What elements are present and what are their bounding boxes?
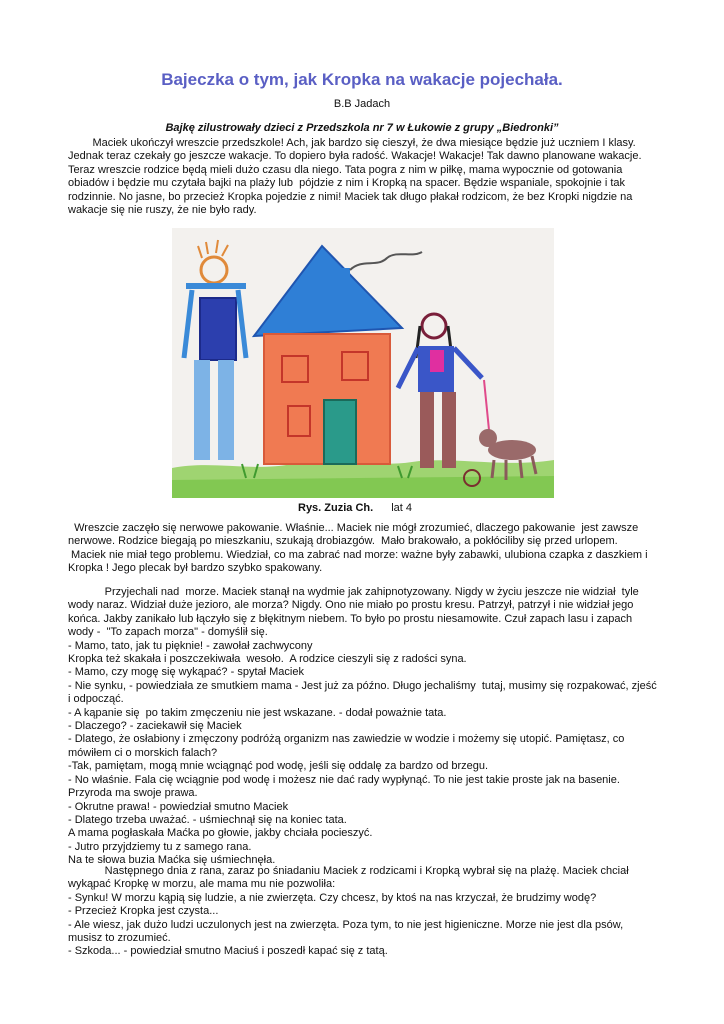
text-line: -Tak, pamiętam, mogą mnie wciągnąć pod wodę, jeśli się oddalę za bardzo od brzegu. <box>68 760 489 773</box>
text-line: - Dlatego trzeba uważać. - uśmiechnął się na koniec tata. <box>68 813 347 826</box>
text-line: końca. Jakby zanikało lub łączyło się z błękitnym niebem. To było po prostu niesamowite. Czuł zapach lasu i zapach <box>68 612 633 625</box>
child-drawing-illustration <box>172 228 554 498</box>
text-line: wody naraz. Widział duże jezioro, ale morza? Nigdy. Ono nie miało po prostu kresu. Patrzył, patrzył i nie widział jego <box>68 599 634 612</box>
paragraph-intro <box>68 137 662 217</box>
text-line: obiadów i będzie mu czytała bajki na plaży lub pójdzie z nim i Kropką na spacer. Będzie wspaniale, spokojnie i tak <box>68 177 626 190</box>
story-title: Bajeczka o tym, jak Kropka na wakacje pojechała. <box>161 70 563 89</box>
text-line: - Nie synku, - powiedziała ze smutkiem mama - Jest już za późno. Długo jechaliśmy tutaj, musimy się rozpakować, zjeść <box>68 679 657 692</box>
text-line: musisz to zrozumieć. <box>68 932 171 945</box>
paragraph-arrival <box>68 586 662 868</box>
text-line: - No właśnie. Fala cię wciągnie pod wodę i możesz nie dać rady wypłynąć. To nie jest takie proste jak na basenie. <box>68 773 620 786</box>
text-line: - Przecież Kropka jest czysta... <box>68 905 219 918</box>
text-line: i odpocząć. <box>68 693 124 706</box>
text-line: - Dlatego, że osłabiony i zmęczony podróżą organizm nas zawiedzie w wodzie i możemy się utopić. Pamiętasz, co <box>68 733 625 746</box>
text-line: rodzinnie. No jasne, bo przecież Kropka pojedzie z nimi! Maciek tak długo płakał rodzicom, że bez Kropki nigdzie na <box>68 190 633 203</box>
text-line: mówiłem ci o morskich falach? <box>68 746 218 759</box>
text-line: - Jutro przyjdziemy tu z samego rana. <box>68 840 252 853</box>
text-line: Maciek nie miał tego problemu. Wiedział, co ma zabrać nad morze: ważne były zabawki, ulubiona czapka z daszkiem i <box>68 548 648 561</box>
paragraph-packing <box>68 522 662 576</box>
drawing-caption <box>298 502 412 514</box>
text-line: - Ale wiesz, jak dużo ludzi uczulonych jest na zwierzęta. Poza tym, to nie jest higieniczne. Morze nie jest dla psów, <box>68 918 624 931</box>
text-line: Teraz wreszcie rodzice będą mieli dużo czasu dla niego. Tata pogra z nim w piłkę, mama wypocznie od gotowania <box>68 163 623 176</box>
text-line: Jednak teraz czekały go jeszcze wakacje. To dopiero była radość. Wakacje! Wakacje! Tak dawno planowane wakacje. <box>68 150 642 163</box>
text-line: Maciek ukończył wreszcie przedszkole! Ach, jak bardzo się cieszył, że dwa miesiące będzie już uczniem I klasy. <box>68 137 636 149</box>
text-line: A mama pogłaskała Maćka po głowie, jakby chciała pocieszyć. <box>68 827 373 840</box>
text-line: wakacje się nie ruszy, że nie było rady. <box>68 204 257 217</box>
author-name: B.B Jadach <box>333 98 391 110</box>
text-line: - Szkoda... - powiedział smutno Maciuś i poszedł kapać się z tatą. <box>68 945 388 958</box>
text-line: - Mamo, czy mogę się wykąpać? - spytał Maciek <box>68 666 304 679</box>
text-line: Następnego dnia z rana, zaraz po śniadaniu Maciek z rodzicami i Kropką wybrał się na plażę. Maciek chciał <box>68 865 629 877</box>
text-line: Przyroda ma swoje prawa. <box>68 787 198 800</box>
text-line: Wreszcie zaczęło się nerwowe pakowanie. Właśnie... Maciek nie mógł zrozumieć, dlaczego pakowanie jest zawsze <box>68 522 639 534</box>
illustration-credit: Bajkę zilustrowały dzieci z Przedszkola nr 7 w Łukowie z grupy „Biedronki” <box>165 122 559 134</box>
text-line: wykąpać Kropkę w morzu, ale mama mu nie pozwoliła: <box>68 878 336 891</box>
text-line: - A kąpanie się po takim zmęczeniu nie jest wskazane. - dodał poważnie tata. <box>68 706 447 719</box>
paragraph-next-day <box>68 865 662 959</box>
text-line: wody - "To zapach morza" - domyślił się. <box>68 626 268 639</box>
caption-age: lat 4 <box>391 502 412 514</box>
text-line: - Dlaczego? - zaciekawił się Maciek <box>68 720 242 733</box>
text-line: nerwowe. Rodzice biegają po mieszkaniu, szukają drobiazgów. Mało brakowało, a pokłóciliby się przed urlopem. <box>68 535 618 548</box>
text-line: Kropka ! Jego plecak był bardzo szybko spakowany. <box>68 562 323 575</box>
caption-artist: Rys. Zuzia Ch. <box>298 502 374 514</box>
text-line: - Mamo, tato, jak tu pięknie! - zawołał zachwycony <box>68 639 313 652</box>
text-line: Przyjechali nad morze. Maciek stanął na wydmie jak zahipnotyzowany. Nigdy w życiu jeszcze nie widział tyle <box>68 586 639 598</box>
text-line: Kropka też skakała i poszczekiwała wesoło. A rodzice cieszyli się z radości syna. <box>68 653 467 666</box>
text-line: Na te słowa buzia Maćka się uśmiechnęła. <box>68 854 276 867</box>
text-line: - Synku! W morzu kąpią się ludzie, a nie zwierzęta. Czy chcesz, by ktoś na nas krzyczał, że brudzimy wodę? <box>68 891 597 904</box>
text-line: - Okrutne prawa! - powiedział smutno Maciek <box>68 800 289 813</box>
